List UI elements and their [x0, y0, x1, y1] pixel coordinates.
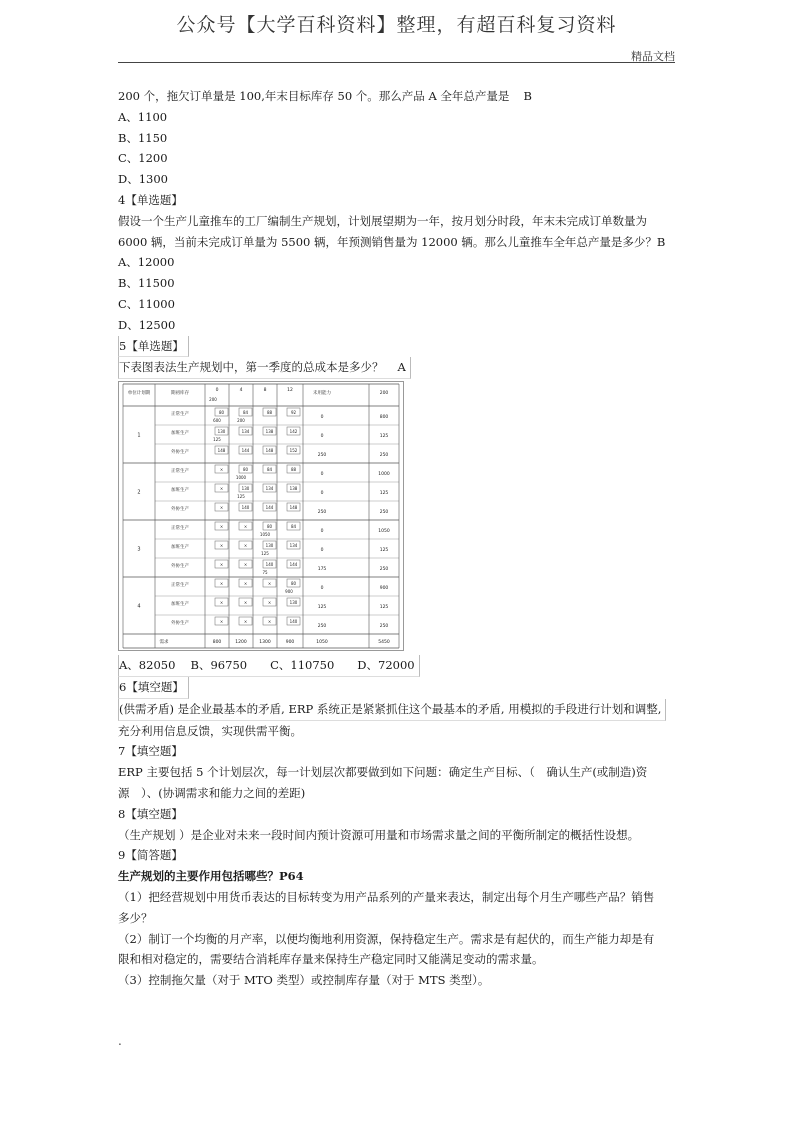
production-type-label: 正常生产	[171, 526, 189, 532]
q9-p2-line2: 限和相对稳定的，需要结合消耗库存量来保持生产稳定同时又能满足变动的需求量。	[118, 952, 544, 967]
production-type-label: 加班生产	[171, 488, 189, 494]
q3-option-c: C、1200	[118, 151, 168, 166]
cost-value: 80	[242, 467, 249, 473]
unused-capacity-value: 0	[320, 586, 324, 592]
cost-value: 152	[289, 448, 298, 454]
table-header-cell: 4	[239, 388, 243, 394]
unused-capacity-value: 250	[317, 624, 327, 630]
cost-value: 92	[290, 410, 297, 416]
q3-option-d: D、1300	[118, 172, 168, 187]
capacity-value: 1050	[378, 529, 390, 535]
cost-value: ×	[267, 581, 272, 587]
cost-value: ×	[219, 581, 224, 587]
table-header-cell: 未用能力	[313, 391, 331, 397]
q8-line1: （生产规划 ）是企业对未来一段时间内预计资源可用量和市场需求量之间的平衡所制定的概括性设想。	[118, 827, 640, 842]
q5-options: A、82050 B、96750 C、110750 D、72000	[118, 655, 420, 677]
unused-capacity-value: 250	[317, 453, 327, 459]
cost-value: 134	[289, 543, 298, 549]
q9-title: 生产规划的主要作用包括哪些？P64	[118, 869, 304, 884]
cost-value: 134	[241, 429, 250, 435]
capacity-value: 125	[379, 548, 389, 554]
capacity-value: 1000	[378, 472, 390, 478]
cost-value: ×	[267, 600, 272, 606]
cost-value: 134	[265, 486, 274, 492]
cost-value: 144	[289, 562, 298, 568]
initial-inventory-value: 200	[209, 397, 217, 403]
cost-value: ×	[243, 600, 248, 606]
allocation-value: 125	[237, 494, 245, 500]
cost-value: 88	[290, 467, 297, 473]
capacity-value: 125	[379, 434, 389, 440]
capacity-value: 900	[379, 586, 389, 592]
q3-answer: B	[523, 89, 532, 103]
allocation-value: 1000	[235, 475, 247, 481]
cost-value: 148	[265, 448, 274, 454]
cost-value: ×	[219, 619, 224, 625]
table-header-cell: 12	[287, 388, 293, 394]
cost-value: 138	[265, 429, 274, 435]
cost-value: ×	[219, 467, 224, 473]
q9-p1-line2: 多少？	[118, 910, 153, 925]
cost-value: 80	[290, 581, 297, 587]
cost-value: 144	[241, 448, 250, 454]
q5-answer: A	[397, 360, 406, 375]
demand-value: 800	[212, 640, 222, 646]
q9-label: 9【简答题】	[118, 848, 183, 863]
q3-option-b: B、1150	[118, 130, 168, 145]
demand-value: 900	[285, 640, 295, 646]
unused-capacity-value: 0	[320, 415, 324, 421]
production-plan-table-figure	[118, 381, 404, 651]
header-tag: 精品文档	[631, 50, 675, 63]
capacity-value: 250	[379, 567, 389, 573]
q9-p1-line1: （1）把经营规划中用货币表达的目标转变为用产品系列的产量来表达，制定出每个月生产哪些产品？销售	[118, 889, 655, 904]
q4-option-b: B、11500	[118, 276, 175, 291]
cost-value: ×	[243, 524, 248, 530]
table-header-cell: 单位计划期	[127, 391, 151, 397]
cost-value: 80	[266, 524, 273, 530]
header-divider	[118, 62, 675, 63]
production-type-label: 加班生产	[171, 545, 189, 551]
production-type-label: 外协生产	[171, 450, 189, 456]
cost-value: ×	[219, 562, 224, 568]
q5-stem: 下表图表法生产规划中，第一季度的总成本是多少？ A	[118, 357, 411, 379]
demand-label: 需求	[159, 640, 169, 646]
q9-p3: （3）控制拖欠量（对于 MTO 类型）或控制库存量（对于 MTS 类型）。	[118, 973, 490, 988]
q4-option-a: A、12000	[118, 255, 175, 270]
cost-value: ×	[219, 543, 224, 549]
production-plan-table	[119, 382, 403, 650]
q3-stem: 200 个，拖欠订单量是 100,年末目标库存 50 个。那么产品 A 全年总产量是 B	[118, 89, 532, 103]
cost-value: ×	[243, 581, 248, 587]
q4-label: 4【单选题】	[118, 192, 183, 207]
cost-value: ×	[243, 543, 248, 549]
allocation-value: 600	[213, 418, 221, 424]
cost-value: ×	[219, 524, 224, 530]
production-type-label: 外协生产	[171, 564, 189, 570]
cost-value: 84	[266, 467, 273, 473]
cost-value: 142	[289, 429, 298, 435]
unused-capacity-value: 125	[317, 605, 327, 611]
q8-label: 8【填空题】	[118, 806, 183, 821]
allocation-value: 900	[285, 589, 293, 595]
q6-line2: 充分利用信息反馈，实现供需平衡。	[118, 723, 302, 738]
cost-value: 130	[217, 429, 226, 435]
allocation-value: 75	[262, 570, 268, 576]
cost-value: 130	[289, 600, 298, 606]
q9-p2-line1: （2）制订一个均衡的月产率，以便均衡地利用资源，保持稳定生产。需求是有起伏的，而生产能力却是有	[118, 931, 655, 946]
cost-value: ×	[219, 505, 224, 511]
q5-label: 5【单选题】	[118, 336, 189, 358]
footer-dot: .	[118, 1034, 122, 1048]
unused-capacity-value: 0	[320, 548, 324, 554]
cost-value: 138	[289, 486, 298, 492]
cost-value: 130	[241, 486, 250, 492]
table-header-cell: 期初库存	[171, 391, 189, 397]
page-header-title: 公众号【大学百科资料】整理，有超百科复习资料	[176, 14, 617, 36]
q4-option-c: C、11000	[118, 296, 175, 311]
allocation-value: 200	[237, 418, 245, 424]
unused-capacity-value: 0	[320, 529, 324, 535]
unused-capacity-value: 250	[317, 510, 327, 516]
capacity-value: 125	[379, 605, 389, 611]
cost-value: 140	[289, 619, 298, 625]
cost-value: 130	[265, 543, 274, 549]
q7-label: 7【填空题】	[118, 744, 183, 759]
q4-stem-line1: 假设一个生产儿童推车的工厂编制生产规划，计划展望期为一年，按月划分时段，年末未完成订单数量为	[118, 213, 647, 228]
allocation-value: 125	[261, 551, 269, 557]
q4-stem-line2: 6000 辆，当前未完成订单量为 5500 辆，年预测销售量为 12000 辆。那么儿童推车全年总产量是多少？B	[118, 234, 666, 249]
production-type-label: 正常生产	[171, 583, 189, 589]
allocation-value: 1050	[259, 532, 271, 538]
table-header-cell: 200	[379, 391, 389, 397]
production-type-label: 外协生产	[171, 507, 189, 513]
cost-value: 80	[218, 410, 225, 416]
cost-value: ×	[219, 486, 224, 492]
unused-capacity-value: 0	[320, 491, 324, 497]
unused-capacity-value: 0	[320, 472, 324, 478]
demand-value: 1300	[259, 640, 271, 646]
production-type-label: 正常生产	[171, 412, 189, 418]
cost-value: ×	[267, 619, 272, 625]
document-body	[118, 86, 678, 991]
cost-value: 84	[290, 524, 297, 530]
period-label: 3	[137, 546, 141, 553]
production-type-label: 加班生产	[171, 431, 189, 437]
demand-value: 1050	[316, 640, 328, 646]
q4-option-d: D、12500	[118, 317, 176, 332]
cost-value: 148	[289, 505, 298, 511]
q7-line1: ERP 主要包括 5 个计划层次，每一计划层次都要做到如下问题：确定生产目标、（ 确认生产(或制造)资	[118, 765, 648, 780]
cost-value: 140	[265, 562, 274, 568]
cost-value: 84	[242, 410, 249, 416]
capacity-value: 125	[379, 491, 389, 497]
q3-option-a: A、1100	[118, 109, 168, 124]
period-label: 1	[137, 432, 141, 439]
q6-line1: (供需矛盾) 是企业最基本的矛盾, ERP 系统正是紧紧抓住这个最基本的矛盾, 用模拟的手段进行计划和调整,	[118, 699, 666, 721]
production-type-label: 外协生产	[171, 621, 189, 627]
production-type-label: 加班生产	[171, 602, 189, 608]
cost-value: ×	[243, 562, 248, 568]
period-label: 4	[137, 603, 141, 610]
q7-line2: 源 ）、(协调需求和能力之间的差距)	[118, 785, 306, 800]
production-type-label: 正常生产	[171, 469, 189, 475]
q6-label: 6【填空题】	[118, 677, 189, 699]
cost-value: ×	[243, 619, 248, 625]
capacity-value: 250	[379, 624, 389, 630]
cost-value: 144	[265, 505, 274, 511]
capacity-value: 250	[379, 453, 389, 459]
demand-value: 1200	[235, 640, 247, 646]
period-label: 2	[137, 489, 141, 496]
capacity-value: 250	[379, 510, 389, 516]
cost-value: 140	[241, 505, 250, 511]
cost-value: 88	[266, 410, 273, 416]
cost-value: ×	[219, 600, 224, 606]
demand-value: 5450	[378, 640, 390, 646]
capacity-value: 800	[379, 415, 389, 421]
cost-value: 148	[217, 448, 226, 454]
unused-capacity-value: 0	[320, 434, 324, 440]
table-header-cell: 0	[215, 388, 219, 394]
table-header-cell: 8	[263, 388, 267, 394]
unused-capacity-value: 175	[317, 567, 327, 573]
allocation-value: 125	[213, 437, 221, 443]
